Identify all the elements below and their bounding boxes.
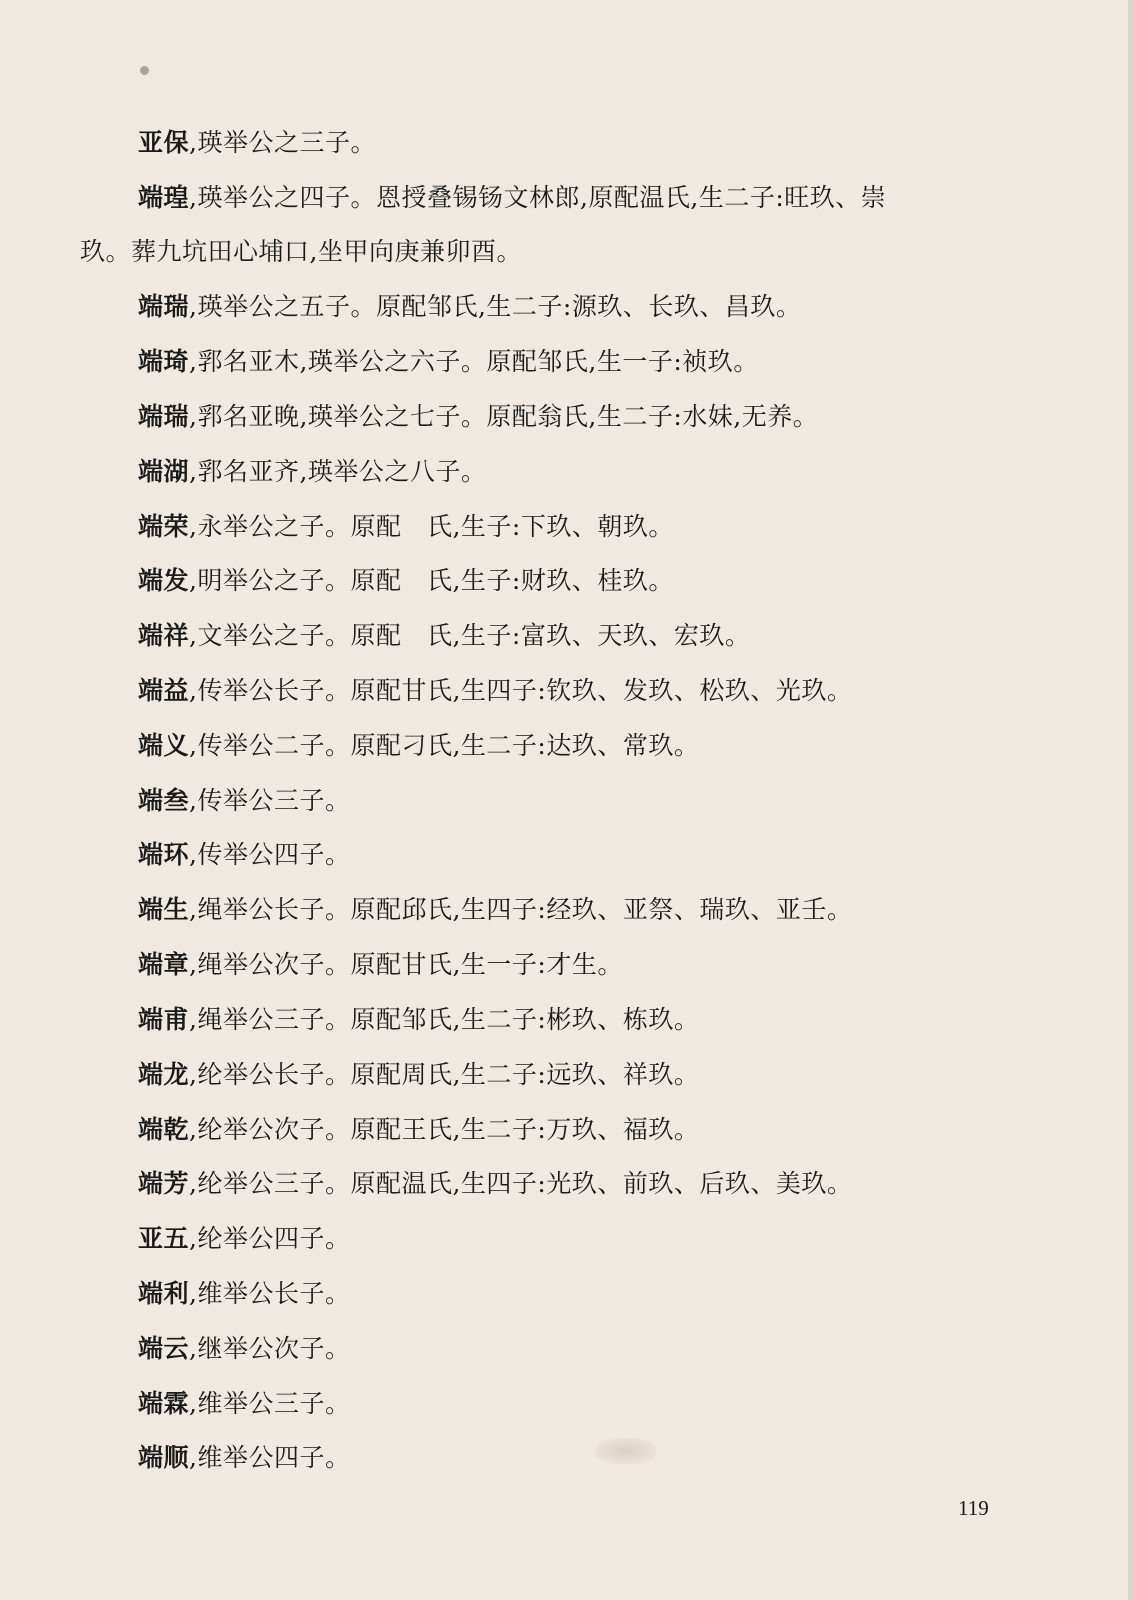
entry — [138, 621, 750, 651]
entry-text: ,绳举公长子。原配邱氏,生四子:经玖、亚祭、瑞玖、亚壬。 — [189, 895, 853, 924]
entry — [138, 1443, 350, 1473]
entry-name: 端瑞 — [138, 402, 190, 431]
entry-text: ,传举公三子。 — [189, 786, 351, 815]
entry-name: 端荣 — [138, 512, 190, 541]
entry — [138, 347, 759, 377]
entry-name: 端霖 — [138, 1389, 190, 1418]
entry-text: 玖。葬九坑田心埔口,坐甲向庚兼卯酉。 — [80, 237, 522, 266]
entry — [138, 786, 350, 816]
entry-name: 端云 — [138, 1334, 190, 1363]
entry-text: ,传举公四子。 — [189, 840, 351, 869]
entry-name: 端益 — [138, 676, 190, 705]
entry — [138, 1115, 699, 1145]
entry-text: ,瑛举公之五子。原配邹氏,生二子:源玖、长玖、昌玖。 — [189, 292, 802, 321]
entry-name: 端瑞 — [138, 292, 190, 321]
entry — [138, 950, 623, 980]
entry — [138, 731, 699, 761]
entry — [138, 1279, 350, 1309]
entry-text: ,郛名亚晚,瑛举公之七子。原配翁氏,生二子:水妹,无养。 — [189, 402, 819, 431]
entry-text: ,维举公长子。 — [189, 1279, 351, 1308]
entry-text: ,绳举公次子。原配甘氏,生一子:才生。 — [189, 950, 623, 979]
entry — [138, 840, 350, 870]
entry — [138, 402, 818, 432]
entry-name: 端瑝 — [138, 183, 190, 212]
entry-name: 端龙 — [138, 1060, 190, 1089]
entry-name: 端利 — [138, 1279, 190, 1308]
entry — [138, 1334, 350, 1364]
entry — [138, 1060, 699, 1090]
entry-name: 端顺 — [138, 1443, 190, 1472]
entry — [138, 512, 674, 542]
entry — [138, 676, 852, 706]
paper-stain — [596, 1438, 656, 1464]
entry-name: 端叁 — [138, 786, 190, 815]
entry-text: ,维举公三子。 — [189, 1389, 351, 1418]
entry — [138, 1389, 350, 1419]
entry — [138, 1005, 699, 1035]
entry-text: ,纶举公四子。 — [189, 1224, 351, 1253]
entry-name: 端湖 — [138, 457, 190, 486]
entry-name: 端甫 — [138, 1005, 190, 1034]
entry-name: 端乾 — [138, 1115, 190, 1144]
entry-name: 端琦 — [138, 347, 190, 376]
entry-text: ,继举公次子。 — [189, 1334, 351, 1363]
entry-text: ,纶举公次子。原配王氏,生二子:万玖、福玖。 — [189, 1115, 700, 1144]
entry — [138, 895, 852, 925]
entry-text: ,维举公四子。 — [189, 1443, 351, 1472]
paper-speck — [140, 66, 149, 75]
entry-name: 端环 — [138, 840, 190, 869]
entry-name: 端发 — [138, 566, 190, 595]
entry-text: ,传举公长子。原配甘氏,生四子:钦玖、发玖、松玖、光玖。 — [189, 676, 853, 705]
entry-text: ,传举公二子。原配刁氏,生二子:达玖、常玖。 — [189, 731, 700, 760]
entry-name: 端芳 — [138, 1169, 190, 1198]
entry-text: ,绳举公三子。原配邹氏,生二子:彬玖、栋玖。 — [189, 1005, 700, 1034]
entry — [138, 183, 886, 213]
entry-name: 端章 — [138, 950, 190, 979]
entry — [138, 457, 486, 487]
entry — [138, 566, 674, 596]
entry-name: 端义 — [138, 731, 190, 760]
entry — [138, 128, 376, 158]
entry-text: ,郛名亚齐,瑛举公之八子。 — [189, 457, 487, 486]
entry — [138, 292, 801, 322]
entry-name: 端生 — [138, 895, 190, 924]
entry-name: 端祥 — [138, 621, 190, 650]
page-number: 119 — [958, 1496, 989, 1520]
page-edge — [1128, 0, 1134, 1600]
entry — [138, 1169, 852, 1199]
entry-text: ,文举公之子。原配 氏,生子:富玖、天玖、宏玖。 — [189, 621, 751, 650]
entry-name: 亚五 — [138, 1224, 190, 1253]
entry-text: ,瑛举公之三子。 — [189, 128, 376, 157]
entry-text: ,纶举公三子。原配温氏,生四子:光玖、前玖、后玖、美玖。 — [189, 1169, 853, 1198]
entry — [138, 1224, 350, 1254]
entry-text: ,瑛举公之四子。恩授叠锡钖文林郎,原配温氏,生二子:旺玖、崇 — [189, 183, 887, 212]
entry-continuation — [80, 237, 522, 267]
entry-text: ,郛名亚木,瑛举公之六子。原配邹氏,生一子:祯玖。 — [189, 347, 759, 376]
entry-name: 亚保 — [138, 128, 190, 157]
entry-text: ,明举公之子。原配 氏,生子:财玖、桂玖。 — [189, 566, 674, 595]
entry-text: ,纶举公长子。原配周氏,生二子:远玖、祥玖。 — [189, 1060, 700, 1089]
entry-text: ,永举公之子。原配 氏,生子:下玖、朝玖。 — [189, 512, 674, 541]
